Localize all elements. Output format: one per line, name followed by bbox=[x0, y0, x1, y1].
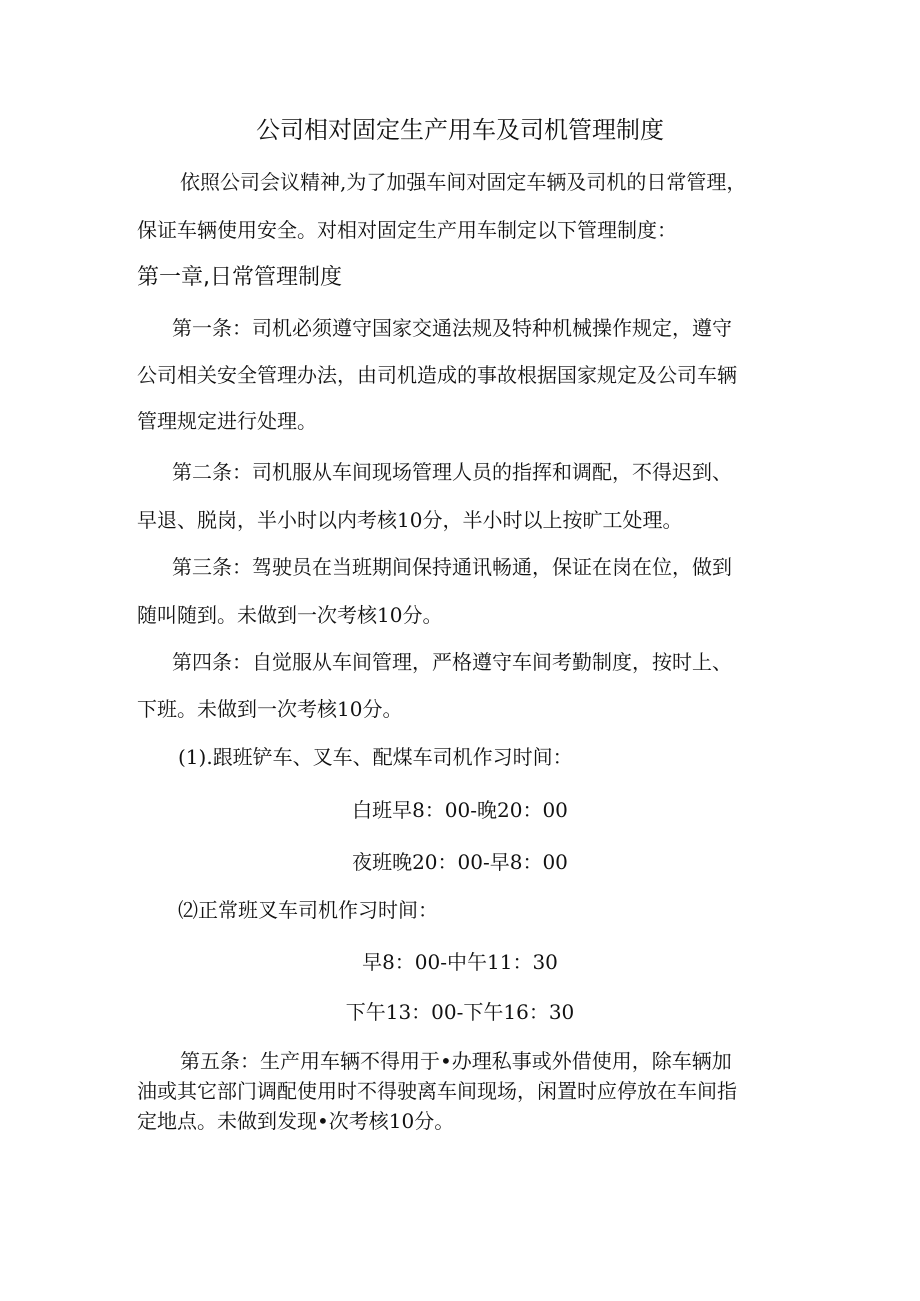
intro-line-2: 保证车辆使用安全。对相对固定生产用车制定以下管理制度： bbox=[137, 218, 677, 242]
article-5-line-2: 油或其它部门调配使用时不得驶离车间现场，闲置时应停放在车间指 bbox=[137, 1079, 737, 1103]
schedule-1-heading: (1).跟班铲车、叉车、配煤车司机作习时间： bbox=[178, 745, 573, 769]
intro-line-1: 依照公司会议精神,为了加强车间对固定车辆及司机的日常管理， bbox=[180, 170, 747, 194]
document-title: 公司相对固定生产用车及司机管理制度 bbox=[256, 116, 664, 144]
article-5-line-3: 定地点。未做到发现•次考核10分。 bbox=[137, 1109, 455, 1133]
article-2-line-1: 第二条：司机服从车间现场管理人员的指挥和调配，不得迟到、 bbox=[172, 460, 732, 484]
schedule-2-heading: ⑵正常班叉车司机作习时间： bbox=[178, 898, 438, 922]
article-3-line-2: 随叫随到。未做到一次考核10分。 bbox=[137, 603, 443, 627]
chapter-heading: 第一章,日常管理制度 bbox=[137, 265, 342, 290]
article-4-line-1: 第四条：自觉服从车间管理，严格遵守车间考勤制度，按时上、 bbox=[172, 650, 732, 674]
schedule-2-morning: 早8：00-中午11：30 bbox=[362, 950, 558, 974]
schedule-1-night-shift: 夜班晚20：00-早8：00 bbox=[352, 850, 568, 874]
article-3-line-1: 第三条：驾驶员在当班期间保持通讯畅通，保证在岗在位，做到 bbox=[172, 555, 732, 579]
schedule-1-day-shift: 白班早8：00-晚20：00 bbox=[352, 798, 568, 822]
article-4-line-2: 下班。未做到一次考核10分。 bbox=[137, 697, 403, 721]
article-1-line-3: 管理规定进行处理。 bbox=[137, 409, 317, 433]
article-5-line-1: 第五条：生产用车辆不得用于•办理私事或外借使用，除车辆加 bbox=[180, 1049, 732, 1073]
article-1-line-1: 第一条：司机必须遵守国家交通法规及特种机械操作规定，遵守 bbox=[172, 316, 732, 340]
article-2-line-2: 早退、脱岗，半小时以内考核10分，半小时以上按旷工处理。 bbox=[137, 508, 683, 532]
article-1-line-2: 公司相关安全管理办法，由司机造成的事故根据国家规定及公司车辆 bbox=[137, 363, 737, 387]
schedule-2-afternoon: 下午13：00-下午16：30 bbox=[345, 1000, 575, 1024]
